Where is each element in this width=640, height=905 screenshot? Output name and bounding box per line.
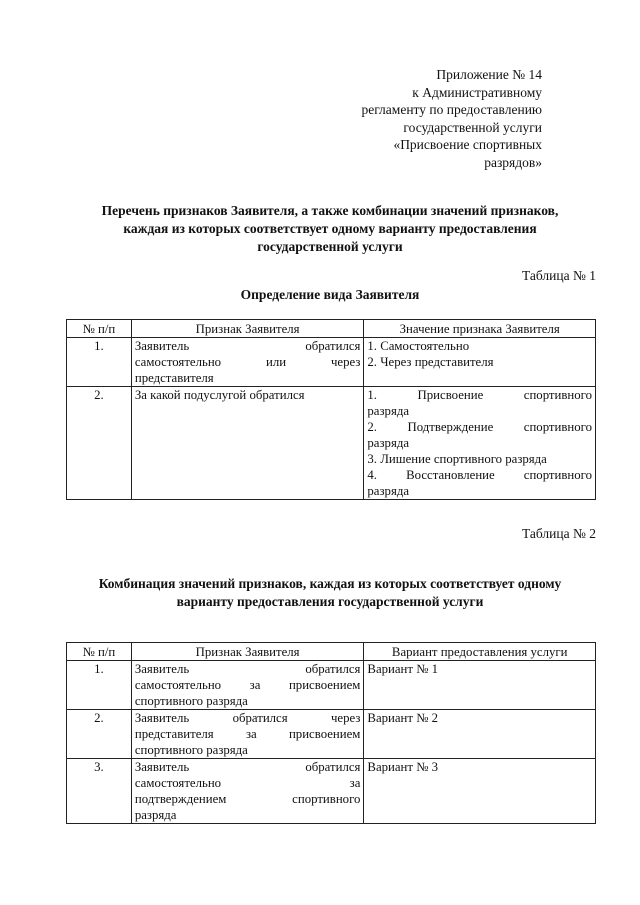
feature-cell (131, 661, 364, 710)
table1 (66, 319, 596, 500)
header-cell: Признак Заявителя (131, 643, 364, 661)
feature-line: Заявитель обратился через (134, 711, 361, 725)
feature-cell (131, 338, 364, 387)
feature-line: разряда (134, 808, 177, 822)
table2 (66, 642, 596, 824)
appendix-line: разрядов» (484, 154, 542, 170)
table-row (67, 338, 596, 387)
main-title-line: государственной услуги (257, 239, 403, 254)
header-cell: № п/п (67, 643, 132, 661)
feature-line: самостоятельно или через (134, 355, 361, 369)
appendix-line: Приложение № 14 (436, 67, 542, 82)
value-line: разряда (367, 404, 410, 418)
header-cell: № п/п (67, 320, 132, 338)
feature-cell (131, 759, 364, 824)
table1-label: Таблица № 1 (522, 268, 596, 283)
value-line: 3. Лишение спортивного разряда (367, 452, 547, 466)
feature-line: Заявитель обратился (134, 760, 361, 774)
appendix-note (282, 66, 542, 171)
feature-line: Заявитель обратился (134, 339, 361, 353)
header-cell: Значение признака Заявителя (364, 320, 596, 338)
row-number: 2. (67, 387, 132, 500)
row-number: 3. (67, 759, 132, 824)
feature-line: спортивного разряда (134, 694, 248, 708)
value-line: 1. Присвоение спортивного (367, 388, 592, 402)
feature-line: самостоятельно за присвоением (134, 678, 361, 692)
value-line: разряда (367, 484, 410, 498)
feature-line: Заявитель обратился (134, 662, 361, 676)
value-line: 1. Самостоятельно (367, 339, 470, 353)
table2-title-line: Комбинация значений признаков, каждая из которых соответствует одному (98, 576, 562, 591)
main-title-line: каждая из которых соответствует одному варианту предоставления (123, 221, 537, 236)
value-cell (364, 338, 596, 387)
value-line: разряда (367, 436, 410, 450)
table-row (67, 710, 596, 759)
table2-title-line: варианту предоставления государственной услуги (176, 594, 484, 609)
main-title-line: Перечень признаков Заявителя, а также комбинации значений признаков, (101, 203, 559, 218)
table-row (67, 661, 596, 710)
variant-cell: Вариант № 1 (364, 661, 596, 710)
appendix-line: государственной услуги (403, 119, 542, 135)
table-header-row (67, 643, 596, 661)
row-number: 2. (67, 710, 132, 759)
appendix-line: к Административному (412, 84, 542, 100)
feature-cell (131, 710, 364, 759)
table2-title (40, 575, 620, 611)
appendix-line: регламенту по предоставлению (361, 102, 542, 117)
value-line: 2. Через представителя (367, 355, 494, 369)
feature-line: За какой подуслугой обратился (134, 388, 305, 402)
feature-cell (131, 387, 364, 500)
appendix-line: «Присвоение спортивных (393, 137, 542, 152)
table-row (67, 759, 596, 824)
value-cell (364, 387, 596, 500)
variant-cell: Вариант № 2 (364, 710, 596, 759)
table-header-row (67, 320, 596, 338)
feature-line: представителя (134, 371, 214, 385)
row-number: 1. (67, 661, 132, 710)
feature-line: спортивного разряда (134, 743, 248, 757)
table-row (67, 387, 596, 500)
header-cell: Признак Заявителя (131, 320, 364, 338)
variant-cell: Вариант № 3 (364, 759, 596, 824)
main-title (40, 202, 620, 256)
table2-label: Таблица № 2 (522, 526, 596, 541)
value-line: 2. Подтверждение спортивного (367, 420, 592, 434)
row-number: 1. (67, 338, 132, 387)
feature-line: представителя за присвоением (134, 727, 361, 741)
value-line: 4. Восстановление спортивного (367, 468, 592, 482)
feature-line: подтверждением спортивного (134, 792, 361, 806)
table1-title: Определение вида Заявителя (240, 287, 420, 302)
header-cell: Вариант предоставления услуги (364, 643, 596, 661)
feature-line: самостоятельно за (134, 776, 361, 790)
